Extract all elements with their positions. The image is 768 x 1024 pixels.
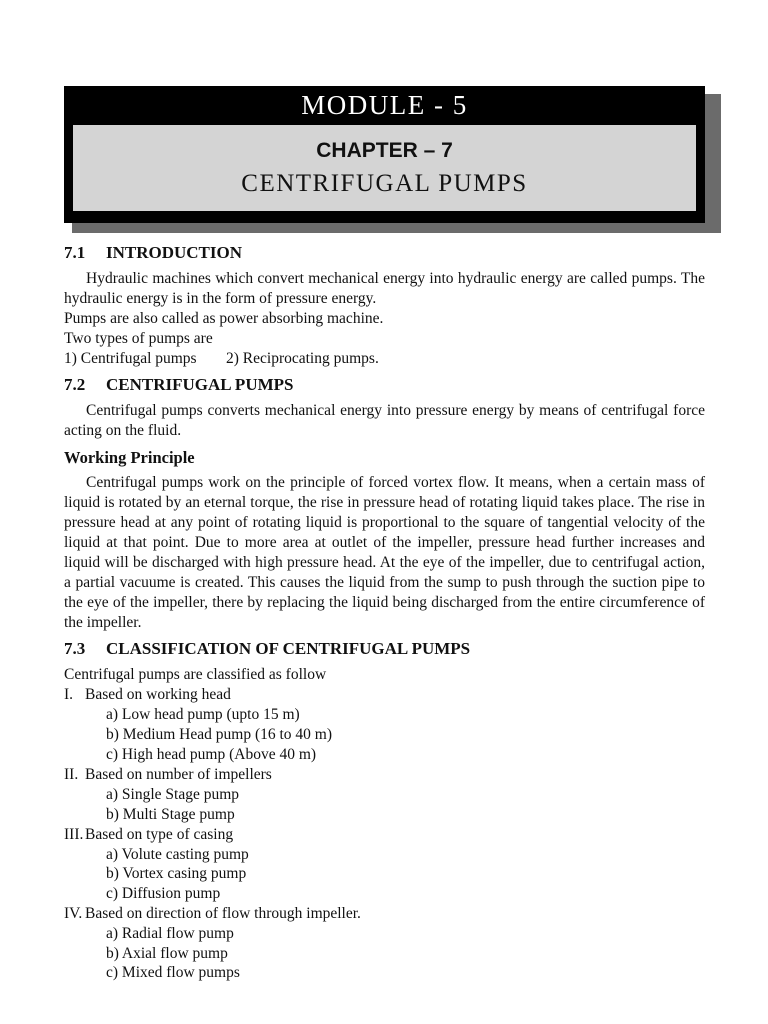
section-number: 7.3 [64, 639, 86, 658]
list-item: a) Low head pump (upto 15 m) [106, 706, 300, 723]
pump-type-2: 2) Reciprocating pumps. [226, 350, 379, 367]
list-item: a) Radial flow pump [106, 925, 234, 942]
group-label: Based on type of casing [85, 826, 234, 843]
section-number: 7.2 [64, 375, 86, 394]
section-heading-centrifugal-pumps [64, 375, 293, 395]
intro-paragraph: Hydraulic machines which convert mechanical energy into hydraulic energy are called pumps. The hydraulic energy is in the form of pressure energy. [64, 270, 705, 307]
list-item: c) High head pump (Above 40 m) [106, 746, 317, 763]
classification-intro: Centrifugal pumps are classified as follow [64, 666, 327, 683]
list-item: b) Axial flow pump [106, 945, 228, 962]
section-heading-classification [64, 639, 470, 659]
section-title: CENTRIFUGAL PUMPS [106, 375, 294, 394]
section-number: 7.1 [64, 243, 86, 262]
chapter-box [73, 125, 696, 211]
group-label: Based on working head [85, 686, 231, 703]
subheading-working-principle: Working Principle [64, 448, 195, 467]
group-roman: III. [64, 826, 84, 843]
section-title: CLASSIFICATION OF CENTRIFUGAL PUMPS [106, 639, 471, 658]
chapter-header [64, 86, 705, 223]
pump-type-1: 1) Centrifugal pumps [64, 350, 197, 367]
group-label: Based on direction of flow through impeller. [85, 905, 361, 922]
chapter-label: CHAPTER – 7 [316, 139, 453, 162]
group-label: Based on number of impellers [85, 766, 272, 783]
group-roman: I. [64, 686, 74, 703]
list-item: a) Volute casting pump [106, 846, 249, 863]
list-item: b) Medium Head pump (16 to 40 m) [106, 726, 333, 743]
section-heading-introduction [64, 243, 242, 263]
group-roman: II. [64, 766, 79, 783]
centrifugal-paragraph: Centrifugal pumps converts mechanical energy into pressure energy by means of centrifugal force acting on the fluid. [64, 402, 705, 439]
list-item: c) Mixed flow pumps [106, 964, 240, 981]
module-title: MODULE - 5 [301, 90, 468, 120]
intro-line: Two types of pumps are [64, 330, 213, 347]
list-item: a) Single Stage pump [106, 786, 240, 803]
group-roman: IV. [64, 905, 83, 922]
section-title: INTRODUCTION [106, 243, 243, 262]
working-principle-paragraph: Centrifugal pumps work on the principle of forced vortex flow. It means, when a certain mass of liquid is rotated by an eternal torque, the rise in pressure head of rotating liquid takes place. The rise in pressure head at any point of rotating liquid is proportional to the square of tangential velocity of the liquid at that point. Due to more area at outlet of the impeller, pressure head further increases and liquid will be discharged with high pressure head. At the eye of the impeller, due to centrifugal action, a partial vacuume is created. This causes the liquid from the sump to push through the suction pipe to the eye of the impeller, there by replacing the liquid being discharged from the entire circumference of the impeller. [64, 474, 705, 631]
chapter-title: CENTRIFUGAL PUMPS [241, 170, 528, 197]
list-item: c) Diffusion pump [106, 885, 221, 902]
list-item: b) Multi Stage pump [106, 806, 235, 823]
intro-line: Pumps are also called as power absorbing machine. [64, 310, 384, 327]
list-item: b) Vortex casing pump [106, 865, 247, 882]
